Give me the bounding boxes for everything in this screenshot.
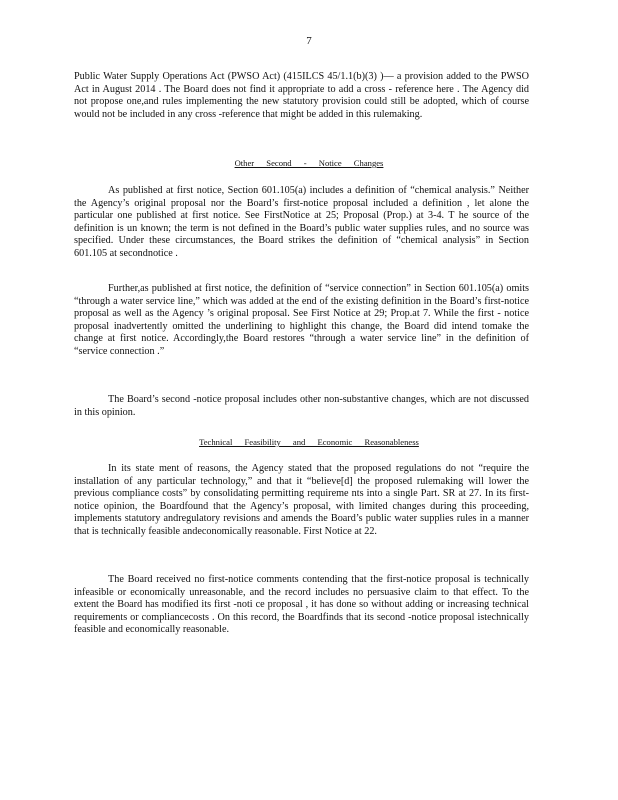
paragraph-chemical-analysis: As published at first notice, Section 601.105(a) includes a definition of “chemical analysis.” Neither the Agency’s original proposal nor the Board’s first-notice proposal included a definition , let alone the particular one published at first notice. See FirstNotice at 25; Proposal (Prop.) at 3-4. T he source of the definition is un known; the term is not defined in the Board’s public water supplies rules, and no source was specified. Under these circumstances, the Board strikes the definition of “chemical analysis” in Section 601.105 at secondnotice . — [74, 185, 529, 259]
section-heading-technical-feasibility — [0, 437, 618, 448]
section-heading-text: Other Second - Notice Changes — [234, 158, 384, 168]
paragraph-non-substantive: The Board’s second -notice proposal includes other non-substantive changes, which are not discussed in this opinion. — [74, 394, 529, 418]
section-heading-text: Technical Feasibility and Economic Reasonableness — [199, 437, 419, 447]
paragraph-statement-of-reasons: In its state ment of reasons, the Agency stated that the proposed regulations do not “require the installation of any particular technology,” and that it “believe[d] the proposed rulemaking will lower the previous compliance costs” by consolidating permitting requireme nts into a single Part. SR at 27. In its first-notice opinion, the Boardfound that the Agency’s proposal, with limited changes during this proceeding, implements statutory andregulatory revisions and amends the Board’s public water supplies rules in a manner that is technically feasible andeconomically reasonable. First Notice at 22. — [74, 463, 529, 537]
section-heading-other-changes — [0, 158, 618, 169]
paragraph-pwso-act: Public Water Supply Operations Act (PWSO Act) (415ILCS 45/1.1(b)(3) )— a provision added to the PWSO Act in August 2014 . The Board does not find it appropriate to add a cross - reference here . The Agency did not propose one,and rules implementing the new statutory provision could still be adopted, which of course would not be included in any cross -reference that might be added in this rulemaking. — [74, 71, 529, 120]
paragraph-service-connection: Further,as published at first notice, the definition of “service connection” in Section 601.105(a) omits “through a water service line,” which was added at the end of the existing definition in the Board’s first-notice proposal as well as the Agency ’s original proposal. See First Notice at 29; Prop.at 7. While the first - notice proposal inadvertently omitted the underlining to highlight this change, the Board did intend tomake the change at first notice. Accordingly,the Board restores “through a water service line” in the definition of “service connection .” — [74, 283, 529, 357]
paragraph-board-finding: The Board received no first-notice comments contending that the first-notice proposal is technically infeasible or economically unreasonable, and the record includes no persuasive claim to that effect. To the extent the Board has modified its first -noti ce proposal , it has done so without adding or increasing technical requirements or compliancecosts . On this record, the Boardfinds that its second -notice proposal istechnically feasible and economically reasonable. — [74, 574, 529, 636]
page-number: 7 — [306, 35, 312, 47]
